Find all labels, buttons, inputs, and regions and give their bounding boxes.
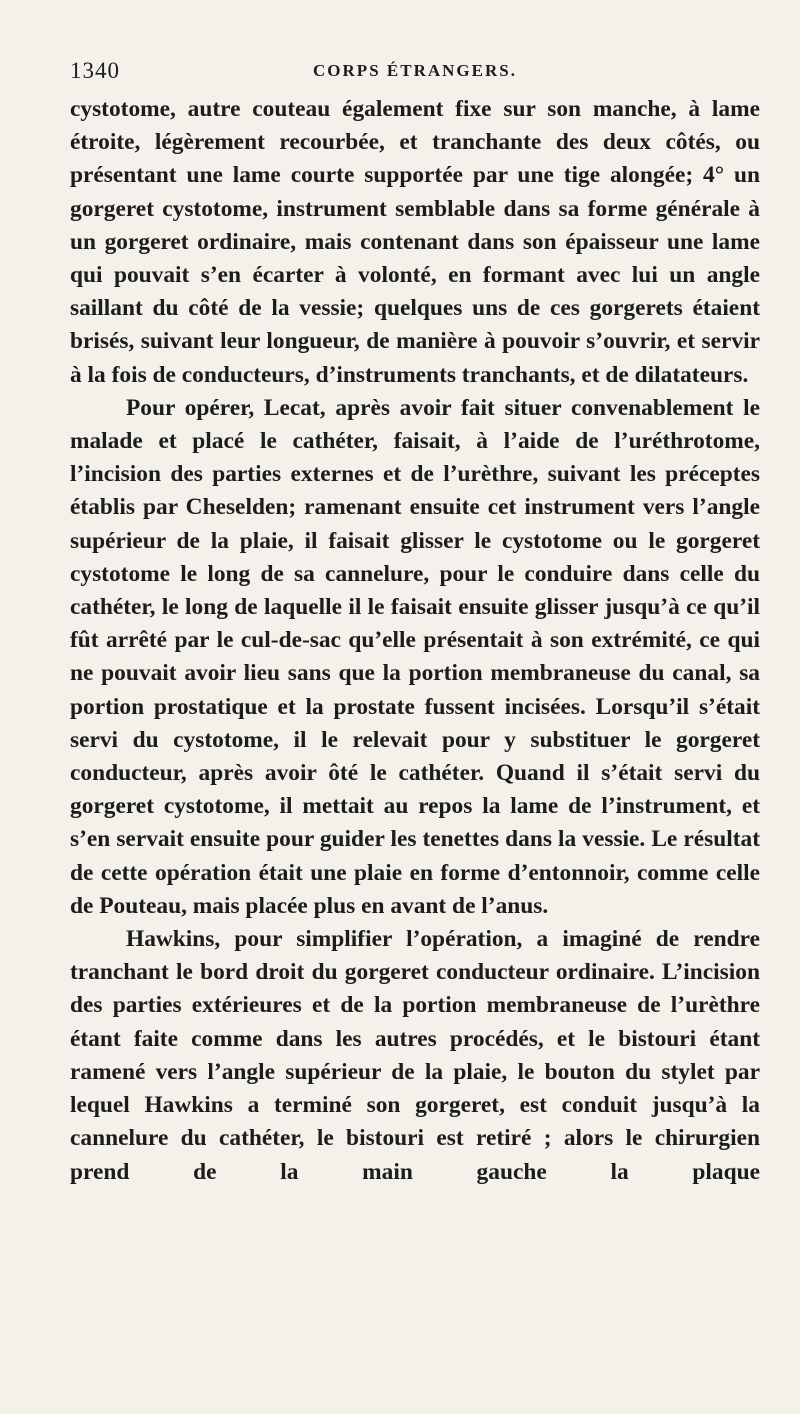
paragraph-hawkins: Hawkins, pour simplifier l’opération, a imaginé de rendre tranchant le bord droit du gorgeret conducteur ordinaire. L’incision des parties extérieures et de la portion membraneuse de l’urèthre étant faite comme dans les autres procédés, et le bistouri étant ramené vers l’angle supérieur de la plaie, le bouton du stylet par lequel Hawkins a terminé son gorgeret, est conduit jusqu’à la cannelure du cathéter, le bistouri est retiré ; alors le chirurgien prend de la main gauche la plaque	[70, 926, 760, 1185]
paragraph-continuation: cystotome, autre couteau également fixe sur son manche, à lame étroite, légèrement recourbée, et tranchante des deux côtés, ou présentant une lame courte supportée par une tige alongée; 4° un gorgeret cystotome, instrument semblable dans sa forme générale à un gorgeret ordinaire, mais contenant dans son épaisseur une lame qui pouvait s’en écarter à volonté, en formant avec lui un angle saillant du côté de la vessie; quelques uns de ces gorgerets étaient brisés, suivant leur longueur, de manière à pouvoir s’ouvrir, et servir à la fois de conducteurs, d’instruments tranchants, et de dilatateurs.	[70, 96, 760, 388]
page-number: 1340	[70, 58, 120, 83]
body-text	[70, 93, 760, 1189]
running-title: CORPS ÉTRANGERS.	[313, 61, 517, 80]
running-head	[70, 58, 760, 88]
paragraph-lecat-operation: Pour opérer, Lecat, après avoir fait situer convenablement le malade et placé le cathéter, faisait, à l’aide de l’uréthrotome, l’incision des parties externes et de l’urèthre, suivant les préceptes établis par Cheselden; ramenant ensuite cet instrument vers l’angle supérieur de la plaie, il faisait glisser le cystotome ou le gorgeret cystotome le long de sa cannelure, pour le conduire dans celle du cathéter, le long de laquelle il le faisait ensuite glisser jusqu’à ce qu’il fût arrêté par le cul-de-sac qu’elle présentait à son extrémité, ce qui ne pouvait avoir lieu sans que la portion membraneuse du canal, sa portion prostatique et la prostate fussent incisées. Lorsqu’il s’était servi du cystotome, il le relevait pour y substituer le gorgeret conducteur, après avoir ôté le cathéter. Quand il s’était servi du gorgeret cystotome, il mettait au repos la lame de l’instrument, et s’en servait ensuite pour guider les tenettes dans la vessie. Le résultat de cette opération était une plaie en forme d’entonnoir, comme celle de Pouteau, mais placée plus en avant de l’anus.	[70, 394, 760, 919]
